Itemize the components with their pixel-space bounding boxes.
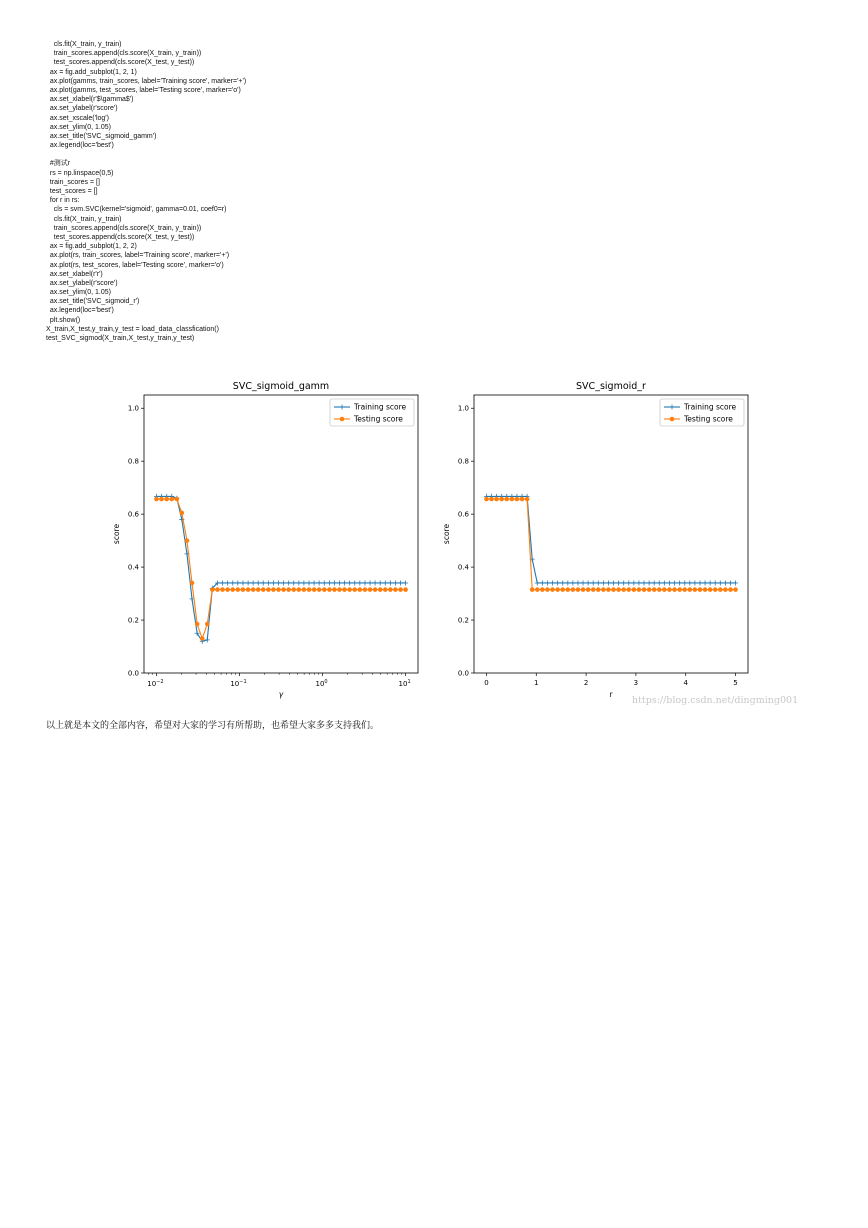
training-point (540, 580, 545, 585)
code-line: cls.fit(X_train, y_train) (46, 41, 122, 48)
code-line: ax.legend(loc='best') (46, 142, 114, 150)
testing-point (352, 587, 357, 592)
training-point (631, 580, 636, 585)
testing-point (266, 587, 271, 592)
testing-point (180, 511, 185, 516)
training-point (642, 580, 647, 585)
x-tick-base: 10 (315, 680, 325, 688)
code-line: cls = svm.SVC(kernel='sigmoid', gamma=0.01, coef0=r) (46, 206, 227, 214)
code-line: #测试r (46, 160, 71, 168)
legend-marker-circle (670, 417, 675, 422)
training-point (703, 580, 708, 585)
code-line: train_scores.append(cls.score(X_train, y_train)) (46, 224, 202, 232)
training-point (388, 580, 393, 585)
testing-point (159, 497, 164, 502)
training-point (362, 580, 367, 585)
testing-point (494, 497, 499, 502)
training-point (692, 580, 697, 585)
testing-point (637, 587, 642, 592)
training-point (327, 580, 332, 585)
testing-point (657, 587, 662, 592)
testing-point (302, 587, 307, 592)
testing-point (225, 587, 230, 592)
testing-point (286, 587, 291, 592)
x-tick-label: 4 (683, 679, 688, 687)
code-line: ax.set_ylabel(r'score') (46, 279, 118, 287)
training-point (281, 580, 286, 585)
testing-point (246, 587, 251, 592)
series-line-training (486, 496, 735, 583)
testing-point (154, 497, 159, 502)
training-point (357, 580, 362, 585)
y-tick-label: 0.8 (457, 457, 469, 466)
x-tick-label: 1 (534, 679, 539, 687)
training-point (591, 580, 596, 585)
testing-point (530, 587, 535, 592)
testing-point (276, 587, 281, 592)
testing-point (560, 587, 565, 592)
testing-point (291, 587, 296, 592)
testing-point (261, 587, 266, 592)
training-point (713, 580, 718, 585)
x-tick-base: 10 (230, 680, 240, 688)
testing-point (307, 587, 312, 592)
x-axis-label: γ (278, 690, 284, 699)
testing-point (601, 587, 606, 592)
training-point (383, 580, 388, 585)
x-tick-label: 0 (484, 679, 489, 687)
training-point (657, 580, 662, 585)
training-point (682, 580, 687, 585)
testing-point (347, 587, 352, 592)
x-tick-label: 3 (633, 679, 639, 687)
training-point (616, 580, 621, 585)
training-point (307, 580, 312, 585)
axes-frame (474, 395, 748, 673)
testing-point (504, 497, 509, 502)
y-tick-label: 0.0 (127, 669, 139, 678)
code-line: for r in rs: (46, 197, 80, 205)
testing-point (510, 497, 515, 502)
y-tick-label: 0.0 (457, 669, 469, 678)
testing-point (515, 497, 520, 502)
testing-point (728, 587, 733, 592)
testing-point (342, 587, 347, 592)
testing-point (723, 587, 728, 592)
testing-point (688, 587, 693, 592)
x-tick-label (147, 679, 163, 688)
training-point (667, 580, 672, 585)
testing-point (215, 587, 220, 592)
training-point (550, 580, 555, 585)
code-line: ax.set_ylabel(r'score') (46, 105, 118, 113)
code-line: ax.set_ylim(0, 1.05) (46, 289, 111, 297)
testing-point (281, 587, 286, 592)
training-point (723, 580, 728, 585)
testing-point (175, 497, 180, 502)
testing-point (555, 587, 560, 592)
testing-point (388, 587, 393, 592)
testing-point (256, 587, 261, 592)
testing-point (368, 587, 373, 592)
testing-point (566, 587, 571, 592)
training-point (652, 580, 657, 585)
training-point (261, 580, 266, 585)
testing-point (642, 587, 647, 592)
training-point (570, 580, 575, 585)
testing-point (520, 497, 525, 502)
testing-point (337, 587, 342, 592)
code-line: ax.set_title('SVC_sigmoid_r') (46, 298, 140, 306)
y-axis-label: score (112, 523, 121, 545)
testing-point (698, 587, 703, 592)
y-tick-label: 1.0 (457, 404, 469, 413)
testing-point (236, 587, 241, 592)
code-line: cls.fit(X_train, y_train) (46, 215, 122, 223)
legend-label: Training score (354, 402, 407, 412)
training-point (393, 580, 398, 585)
training-point (373, 580, 378, 585)
x-tick-base: 10 (398, 680, 408, 688)
code-line: train_scores.append(cls.score(X_train, y_train)) (46, 50, 202, 58)
testing-point (210, 587, 215, 592)
x-tick-label: 2 (583, 679, 589, 687)
training-point (708, 580, 713, 585)
y-tick-label: 0.4 (127, 563, 139, 572)
training-point (545, 580, 550, 585)
code-line: ax.legend(loc='best') (46, 307, 114, 315)
training-point (636, 580, 641, 585)
training-point (235, 580, 240, 585)
testing-point (484, 497, 489, 502)
code-line: ax = fig.add_subplot(1, 2, 2) (46, 243, 137, 251)
code-line: ax.set_ylim(0, 1.05) (46, 123, 111, 131)
testing-point (647, 587, 652, 592)
testing-point (677, 587, 682, 592)
code-line: ax = fig.add_subplot(1, 2, 1) (46, 68, 137, 76)
testing-point (200, 636, 205, 641)
testing-point (271, 587, 276, 592)
training-point (586, 580, 591, 585)
testing-point (591, 587, 596, 592)
training-point (205, 637, 210, 642)
testing-point (363, 587, 368, 592)
testing-point (499, 497, 504, 502)
testing-point (398, 587, 403, 592)
training-point (347, 580, 352, 585)
x-tick-base: 10 (147, 680, 157, 688)
training-point (246, 580, 251, 585)
testing-point (358, 587, 363, 592)
y-tick-label: 0.6 (127, 510, 139, 519)
training-point (677, 580, 682, 585)
testing-point (672, 587, 677, 592)
code-line: ax.plot(gamms, train_scores, label='Training score', marker='+') (46, 77, 247, 85)
training-point (565, 580, 570, 585)
training-point (575, 580, 580, 585)
training-point (687, 580, 692, 585)
code-line: ax.set_xlabel(r'$\gamma$') (46, 96, 134, 104)
training-point (368, 580, 373, 585)
testing-point (571, 587, 576, 592)
code-line: test_scores.append(cls.score(X_test, y_test)) (46, 233, 195, 241)
training-point (626, 580, 631, 585)
chart-title: SVC_sigmoid_r (576, 381, 646, 392)
axes-frame (144, 395, 418, 673)
code-line: rs = np.linspace(0,5) (46, 169, 114, 177)
x-tick-label (230, 679, 246, 688)
testing-point (332, 587, 337, 592)
code-line: plt.show() (46, 316, 81, 324)
testing-point (586, 587, 591, 592)
training-point (560, 580, 565, 585)
testing-point (383, 587, 388, 592)
testing-point (535, 587, 540, 592)
testing-point (733, 587, 738, 592)
code-line: ax.plot(gamms, test_scores, label='Testing score', marker='o') (46, 86, 241, 94)
y-tick-label: 1.0 (127, 404, 139, 413)
testing-point (185, 538, 190, 543)
testing-point (713, 587, 718, 592)
training-point (378, 580, 383, 585)
training-point (251, 580, 256, 585)
training-point (322, 580, 327, 585)
x-tick-exponent: −2 (156, 679, 164, 685)
training-point (296, 580, 301, 585)
code-line: test_SVC_sigmod(X_train,X_test,y_train,y_test) (46, 335, 195, 342)
training-point (342, 580, 347, 585)
x-tick-label: 5 (733, 679, 738, 687)
testing-point (190, 581, 195, 586)
testing-point (550, 587, 555, 592)
testing-point (489, 497, 494, 502)
chart-panel-2 (442, 381, 748, 699)
testing-point (718, 587, 723, 592)
code-line: ax.plot(rs, test_scores, label='Testing score', marker='o') (46, 261, 224, 269)
training-point (621, 580, 626, 585)
code-line (46, 150, 246, 159)
y-tick-label: 0.6 (457, 510, 469, 519)
training-point (581, 580, 586, 585)
y-tick-label: 0.8 (127, 457, 139, 466)
training-point (337, 580, 342, 585)
figure (100, 372, 780, 702)
training-point (596, 580, 601, 585)
training-point (276, 580, 281, 585)
testing-point (327, 587, 332, 592)
legend-label: Training score (684, 402, 737, 412)
training-point (611, 580, 616, 585)
legend-label: Testing score (684, 414, 733, 424)
y-axis-label: score (442, 523, 451, 545)
testing-point (616, 587, 621, 592)
training-point (352, 580, 357, 585)
training-point (266, 580, 271, 585)
code-line: ax.plot(rs, train_scores, label='Training score', marker='+') (46, 252, 230, 260)
series-line-testing (486, 499, 735, 590)
testing-point (205, 622, 210, 627)
testing-point (545, 587, 550, 592)
testing-point (230, 587, 235, 592)
testing-point (606, 587, 611, 592)
watermark: https://blog.csdn.net/dingming001 (632, 695, 799, 706)
testing-point (378, 587, 383, 592)
code-line: train_scores = [] (46, 178, 100, 186)
x-tick-label (399, 679, 411, 688)
training-point (733, 580, 738, 585)
x-tick-exponent: 0 (324, 679, 328, 685)
chart-title: SVC_sigmoid_gamm (232, 381, 330, 392)
testing-point (596, 587, 601, 592)
training-point (291, 580, 296, 585)
training-point (718, 580, 723, 585)
testing-point (297, 587, 302, 592)
testing-point (393, 587, 398, 592)
training-point (555, 580, 560, 585)
y-tick-label: 0.2 (457, 616, 469, 625)
testing-point (525, 497, 530, 502)
training-point (398, 580, 403, 585)
testing-point (403, 587, 408, 592)
y-tick-label: 0.4 (457, 563, 469, 572)
training-point (403, 580, 408, 585)
training-point (286, 580, 291, 585)
testing-point (621, 587, 626, 592)
code-line: test_scores.append(cls.score(X_test, y_test)) (46, 59, 195, 67)
training-point (728, 580, 733, 585)
training-point (601, 580, 606, 585)
x-tick-exponent: −1 (239, 679, 247, 685)
series-line-testing (156, 499, 405, 639)
code-block (46, 40, 246, 343)
testing-point (708, 587, 713, 592)
training-point (240, 580, 245, 585)
code-line: ax.set_title('SVC_sigmoid_gamm') (46, 132, 157, 140)
training-point (271, 580, 276, 585)
legend-label: Testing score (354, 414, 403, 424)
training-point (606, 580, 611, 585)
testing-point (241, 587, 246, 592)
testing-point (373, 587, 378, 592)
code-line: X_train,X_test,y_train,y_test = load_data_classfication() (46, 325, 219, 333)
testing-point (662, 587, 667, 592)
testing-point (195, 622, 200, 627)
x-tick-exponent: 1 (407, 679, 411, 685)
testing-point (317, 587, 322, 592)
legend-marker-circle (340, 417, 345, 422)
testing-point (611, 587, 616, 592)
training-point (697, 580, 702, 585)
training-point (220, 580, 225, 585)
training-point (535, 580, 540, 585)
x-axis-label: r (609, 690, 613, 699)
training-point (230, 580, 235, 585)
training-point (647, 580, 652, 585)
testing-point (169, 497, 174, 502)
testing-point (632, 587, 637, 592)
training-point (662, 580, 667, 585)
training-point (301, 580, 306, 585)
code-line: ax.set_xscale('log') (46, 114, 109, 122)
footer-text: 以上就是本文的全部内容，希望对大家的学习有所帮助，也希望大家多多支持我们。 (46, 721, 380, 731)
code-line: test_scores = [] (46, 188, 98, 195)
y-tick-label: 0.2 (127, 616, 139, 625)
testing-point (682, 587, 687, 592)
x-tick-label (316, 679, 328, 688)
testing-point (652, 587, 657, 592)
training-point (317, 580, 322, 585)
testing-point (251, 587, 256, 592)
testing-point (626, 587, 631, 592)
training-point (256, 580, 261, 585)
testing-point (576, 587, 581, 592)
training-point (672, 580, 677, 585)
code-line: ax.set_xlabel(r'r') (46, 270, 103, 278)
training-point (225, 580, 230, 585)
testing-point (667, 587, 672, 592)
training-point (332, 580, 337, 585)
testing-point (693, 587, 698, 592)
testing-point (703, 587, 708, 592)
testing-point (220, 587, 225, 592)
testing-point (312, 587, 317, 592)
testing-point (540, 587, 545, 592)
series-line-training (156, 496, 405, 641)
testing-point (322, 587, 327, 592)
chart-panel-1 (112, 381, 418, 699)
testing-point (581, 587, 586, 592)
training-point (312, 580, 317, 585)
testing-point (164, 497, 169, 502)
